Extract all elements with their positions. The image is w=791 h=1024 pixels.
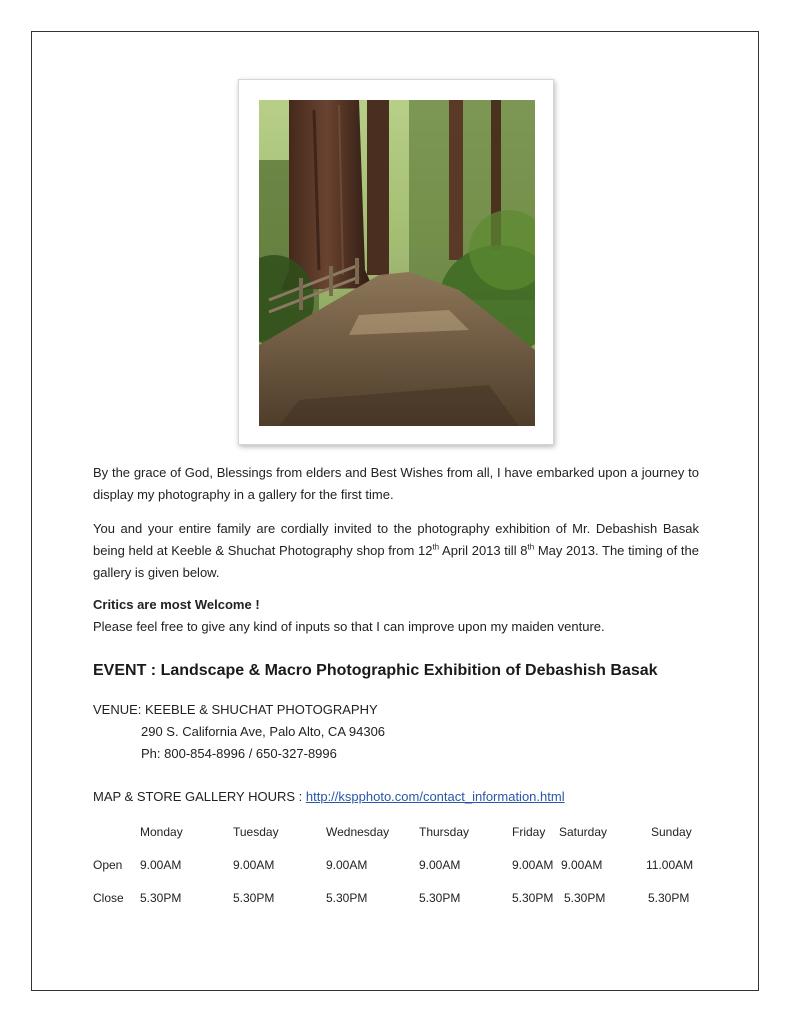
venue-address: 290 S. California Ave, Palo Alto, CA 94306: [141, 724, 386, 739]
critics-body: Please feel free to give any kind of inputs so that I can improve upon my maiden venture.: [93, 619, 605, 634]
open-row-label: Open: [93, 858, 123, 872]
open-time-saturday: 9.00AM: [561, 858, 603, 872]
close-time-tuesday: 5.30PM: [233, 891, 275, 905]
day-header-wednesday: Wednesday: [326, 825, 390, 839]
invitation-text-start: You and your entire family are cordially invited to the photography exhibition of Mr. Debashish Basak being held at Keeble & Shuchat Photography shop from 12: [93, 521, 699, 558]
close-time-thursday: 5.30PM: [419, 891, 461, 905]
event-title: EVENT : Landscape & Macro Photographic Exhibition of Debashish Basak: [93, 662, 658, 679]
end-date-suffix: th: [527, 542, 535, 552]
open-time-wednesday: 9.00AM: [326, 858, 368, 872]
venue-name: VENUE: KEEBLE & SHUCHAT PHOTOGRAPHY: [93, 702, 378, 717]
forest-trail-photo: [259, 100, 535, 426]
close-time-saturday: 5.30PM: [564, 891, 606, 905]
open-time-thursday: 9.00AM: [419, 858, 461, 872]
venue-phone: Ph: 800-854-8996 / 650-327-8996: [141, 746, 337, 761]
close-time-wednesday: 5.30PM: [326, 891, 368, 905]
photo-frame: [238, 79, 554, 445]
invitation-text-end: May 2013. The timing of the gallery is given below.: [93, 543, 699, 580]
open-time-sunday: 11.00AM: [646, 858, 694, 872]
day-header-saturday: Saturday: [559, 825, 608, 839]
close-time-monday: 5.30PM: [140, 891, 182, 905]
day-header-tuesday: Tuesday: [233, 825, 279, 839]
close-row-label: Close: [93, 891, 124, 905]
open-time-tuesday: 9.00AM: [233, 858, 275, 872]
open-time-friday: 9.00AM: [512, 858, 554, 872]
day-header-friday: Friday: [512, 825, 546, 839]
day-header-monday: Monday: [140, 825, 183, 839]
start-date-suffix: th: [432, 542, 440, 552]
map-link[interactable]: http://kspphoto.com/contact_information.html: [305, 789, 565, 804]
open-time-monday: 9.00AM: [140, 858, 182, 872]
map-hours-label: MAP & STORE GALLERY HOURS :: [93, 789, 306, 804]
intro-paragraph: By the grace of God, Blessings from elders and Best Wishes from all, I have embarked upon a journey to display my photography in a gallery for the first time.: [93, 465, 699, 502]
map-hours-line: [93, 789, 565, 804]
invitation-paragraph: [93, 518, 699, 584]
close-time-friday: 5.30PM: [512, 891, 554, 905]
day-header-thursday: Thursday: [419, 825, 470, 839]
day-header-sunday: Sunday: [651, 825, 692, 839]
close-time-sunday: 5.30PM: [648, 891, 690, 905]
critics-heading: Critics are most Welcome !: [93, 597, 260, 612]
invitation-text-between: April 2013 till 8: [439, 543, 528, 558]
